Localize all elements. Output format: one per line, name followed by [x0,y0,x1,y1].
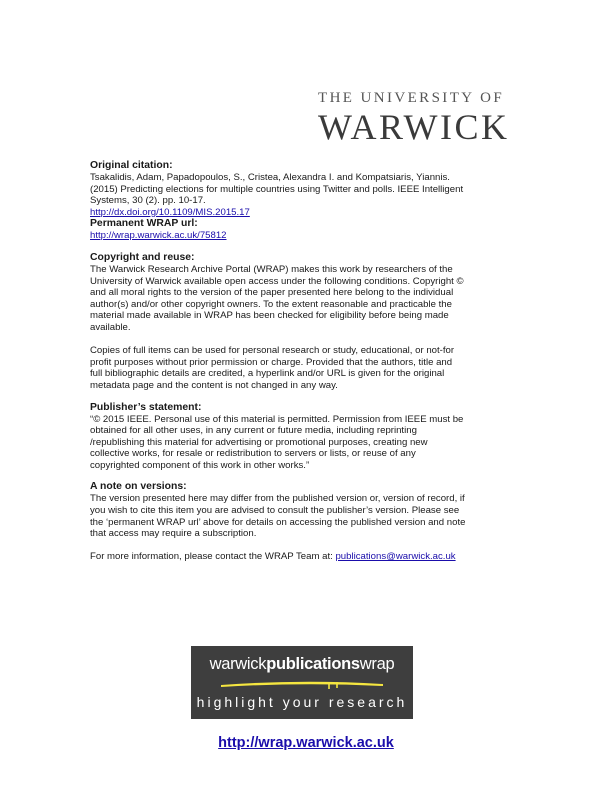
versions-line: you wish to cite this item you are advised to consult the publisher’s version. Please see [90,505,460,517]
citation-heading: Original citation: [90,160,173,171]
publisher-heading: Publisher’s statement: [90,401,202,413]
citation-line-1: Tsakalidis, Adam, Papadopoulos, S., Cristea, Alexandra I. and Kompatsiaris, Yiannis. [90,172,450,183]
highlight-swoosh-icon [219,676,385,690]
versions-line: that access may require a subscription. [90,528,257,540]
footer [0,735,612,751]
versions-line: The version presented here may differ from the published version or, version of record, if [90,493,465,505]
copyright-p2-line: metadata page and the content is not changed in any way. [90,379,338,391]
university-logo [318,90,510,147]
banner-title-part-2: publications [266,655,360,673]
citation-line-3: Systems, 30 (2). pp. 10-17. [90,195,206,207]
copyright-p1-line: University of Warwick available open access under the following conditions. Copyright © [90,275,464,287]
publications-wrap-banner [191,646,413,719]
citation-line-2: (2015) Predicting elections for multiple countries using Twitter and polls. IEEE Intelligent [90,183,464,195]
banner-title [191,655,413,674]
document-body [90,160,530,563]
wrap-home-link[interactable]: http://wrap.warwick.ac.uk [218,735,394,751]
logo-line-2: WARWICK [318,107,510,147]
permanent-url-link[interactable]: http://wrap.warwick.ac.uk/75812 [90,230,227,242]
publisher-line: copyrighted component of this work in other works.” [90,459,310,471]
publisher-line: “© 2015 IEEE. Personal use of this material is permitted. Permission from IEEE must be [90,413,464,425]
contact-line [90,551,530,563]
copyright-p2-line: full bibliographic details are credited, a hyperlink and/or URL is given for the original [90,368,445,380]
contact-text: For more information, please contact the WRAP Team at: [90,551,336,563]
copyright-p1-line: material made available in WRAP has been checked for eligibility before being made [90,310,449,322]
copyright-p1-line: and all moral rights to the version of the paper presented here belong to the individual [90,287,454,299]
copyright-p1-line: author(s) and/or other copyright owners. To the extent reasonable and practicable the [90,298,452,310]
publisher-line: obtained for all other uses, in any current or future media, including reprinting [90,425,417,437]
publisher-line: /republishing this material for advertising or promotional purposes, creating new [90,436,428,448]
banner-tagline: highlight your research [196,694,408,710]
copyright-p1-line: The Warwick Research Archive Portal (WRAP) makes this work by researchers of the [90,263,453,275]
versions-line: the ‘permanent WRAP url’ above for details on accessing the published version and note [90,516,466,528]
permanent-url-heading: Permanent WRAP url: [90,218,198,230]
banner-title-part-1: warwick [209,655,267,673]
versions-heading: A note on versions: [90,481,187,493]
logo-line-1: THE UNIVERSITY OF [318,90,505,106]
doi-link[interactable]: http://dx.doi.org/10.1109/MIS.2015.17 [90,206,250,218]
publisher-line: collective works, for resale or redistribution to servers or lists, or reuse of any [90,448,416,460]
copyright-heading: Copyright and reuse: [90,251,195,263]
copyright-p2-line: Copies of full items can be used for personal research or study, educational, or not-for [90,345,455,357]
banner-title-part-3: wrap [359,655,395,673]
copyright-p2-line: profit purposes without prior permission or charge. Provided that the authors, title and [90,356,453,368]
copyright-p1-line: available. [90,321,131,333]
contact-email-link[interactable]: publications@warwick.ac.uk [335,551,456,563]
